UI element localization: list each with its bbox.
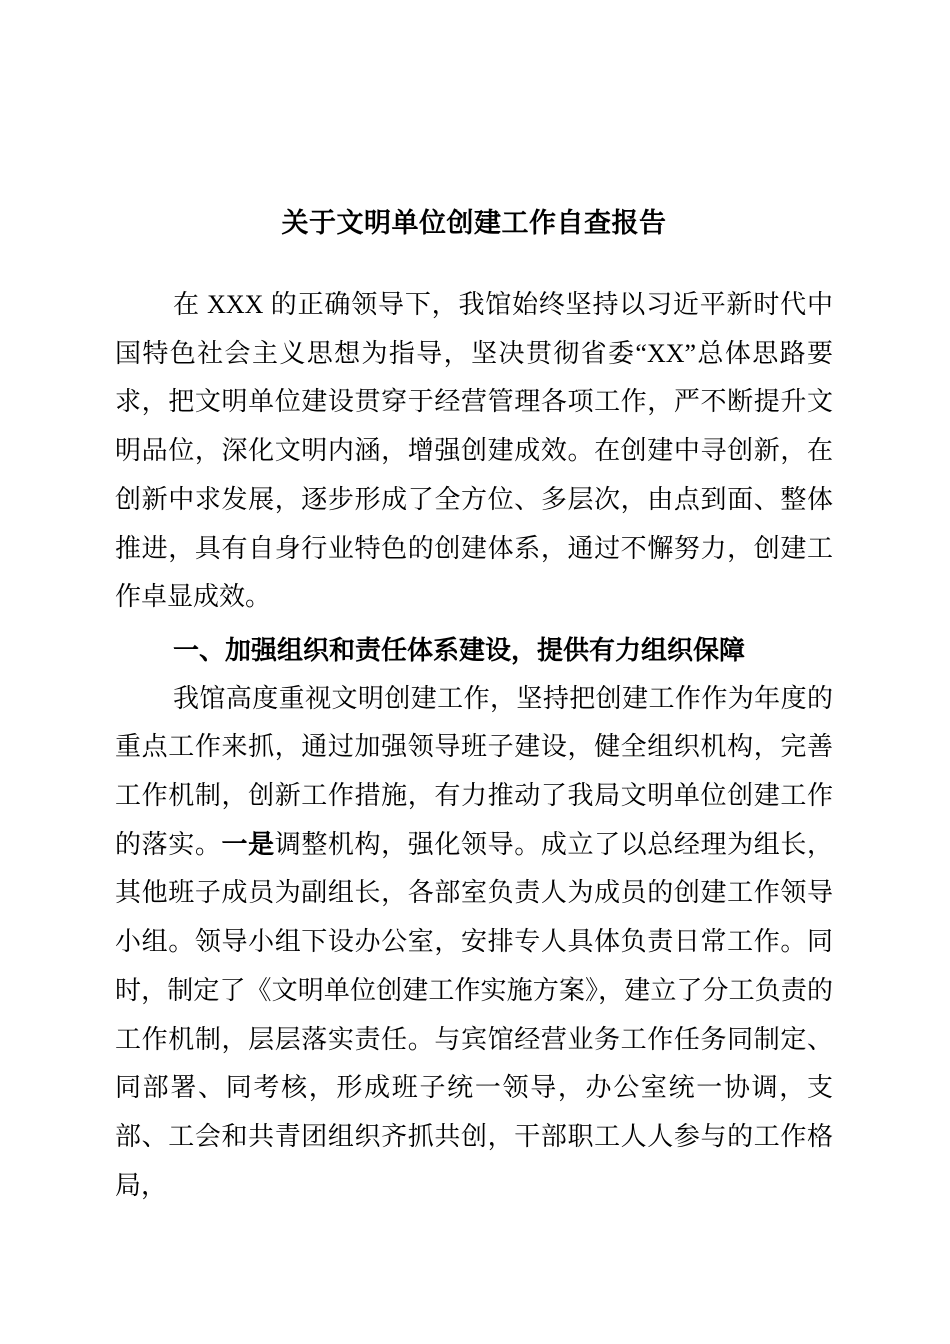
paragraph-run-2: 调整机构，强化领导。成立了以总经理为组长，其他班子成员为副组长，各部室负责人为成员的创建工作领导小组。领导小组下设办公室，安排专人具体负责日常工作。同时，制定了《文明单位创建工作实施方案》，建立了分工负责的工作机制，层层落实责任。与宾馆经营业务工作任务同制定、同部署、同考核，形成班子统一领导，办公室统一协调，支部、工会和共青团组织齐抓共创，干部职工人人参与的工作格局， — [115, 829, 833, 1200]
paragraph-run-1: 我馆高度重视文明创建工作，坚持把创建工作作为年度的重点工作来抓，通过加强领导班子建设，健全组织机构，完善工作机制，创新工作措施，有力推动了我局文明单位创建工作的落实。 — [115, 683, 833, 859]
section-heading-1: 一、加强组织和责任体系建设，提供有力组织保障 — [173, 634, 746, 665]
document-title: 关于文明单位创建工作自查报告 — [281, 208, 667, 238]
paragraph-section-1 — [115, 675, 833, 1211]
paragraph-run-bold: 一是 — [221, 829, 275, 859]
paragraph-intro: 在 XXX 的正确领导下，我馆始终坚持以习近平新时代中国特色社会主义思想为指导，坚决贯彻省委“XX”总体思路要求，把文明单位建设贯穿于经营管理各项工作，严不断提升文明品位，深化文明内涵，增强创建成效。在创建中寻创新，在创新中求发展，逐步形成了全方位、多层次，由点到面、整体推进，具有自身行业特色的创建体系，通过不懈努力，创建工作卓显成效。 — [115, 290, 833, 612]
